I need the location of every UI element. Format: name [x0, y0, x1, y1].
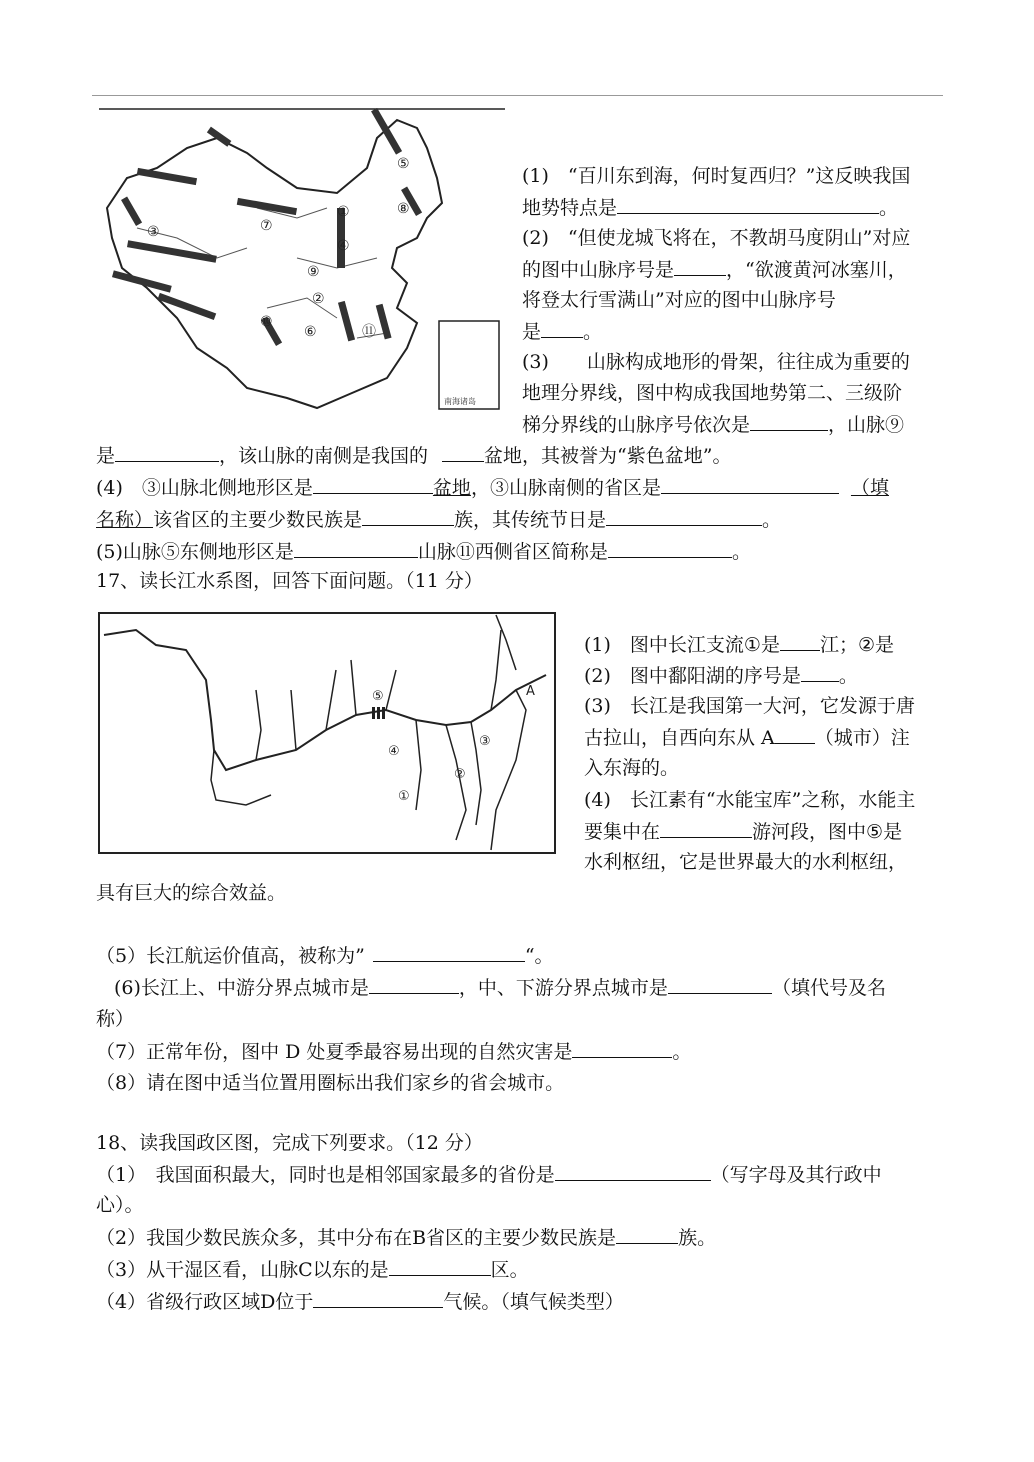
yangtze-river-map [96, 610, 560, 858]
q17-l3-line2: 古拉山，自西向东从 A （城市）注 [584, 723, 910, 752]
q16-p3-line1: (3) 山脉构成地形的骨架，往往成为重要的 [522, 351, 910, 373]
header-rule [92, 95, 943, 96]
answer-blank[interactable] [313, 473, 433, 494]
answer-blank[interactable] [115, 441, 219, 462]
q17-l4-line3: 水利枢纽，它是世界最大的水利枢纽， [584, 851, 908, 873]
answer-blank[interactable] [373, 941, 525, 962]
q17-l2: (2) 图中鄱阳湖的序号是 。 [584, 661, 858, 690]
q16-p2-line4: 是 。 [522, 317, 602, 346]
q16-p3-line4: 是 ，该山脉的南侧是我国的 盆地，其被誉为“紫色盆地”。 [96, 441, 731, 470]
answer-blank[interactable] [555, 1160, 711, 1181]
mountain-number-labels [147, 156, 410, 340]
svg-text:②: ② [312, 291, 325, 307]
q16-p4-line2: 名称）该省区的主要少数民族是 族，其传统节日是 。 [96, 505, 781, 534]
q17-l6-line2: 称） [96, 1008, 135, 1030]
q17-l3-line1: (3) 长江是我国第一大河，它发源于唐 [584, 695, 915, 717]
answer-blank[interactable] [617, 193, 879, 214]
svg-text:②: ② [454, 767, 466, 782]
answer-blank[interactable] [608, 537, 732, 558]
river-map-labels [372, 684, 535, 804]
answer-blank[interactable] [541, 317, 583, 338]
q16-p5: (5)山脉⑤东侧地形区是 山脉⑪西侧省区简称是 。 [96, 537, 751, 566]
q16-p2-line2: 的图中山脉序号是 ，“欲渡黄河冰塞川， [522, 255, 907, 284]
q17-l4-line1: (4) 长江素有“水能宝库”之称，水能主 [584, 789, 916, 811]
svg-text:④: ④ [388, 744, 400, 759]
answer-blank[interactable] [616, 1223, 678, 1244]
answer-blank[interactable] [389, 1255, 491, 1276]
answer-blank[interactable] [294, 537, 418, 558]
answer-blank[interactable] [775, 723, 815, 744]
answer-blank[interactable] [572, 1037, 672, 1058]
q17-l6-line1: (6)长江上、中游分界点城市是 ，中、下游分界点城市是 （填代号及名 [114, 973, 886, 1002]
svg-text:⑧: ⑧ [397, 201, 410, 217]
answer-blank[interactable] [313, 1287, 443, 1308]
q16-p2-line1: (2) “但使龙城飞将在，不教胡马度阴山”对应 [522, 227, 911, 249]
q18-l2: （2）我国少数民族众多，其中分布在B省区的主要少数民族是 族。 [96, 1223, 716, 1252]
svg-text:①: ① [398, 789, 410, 804]
svg-text:⑤: ⑤ [372, 689, 384, 704]
q16-p4-line1: (4) ③山脉北侧地形区是 盆地，③山脉南侧的省区是 （填 [96, 473, 889, 502]
q17-l5: （5）长江航运价值高，被称为” “。 [96, 941, 554, 970]
answer-blank[interactable] [606, 505, 762, 526]
svg-text:③: ③ [147, 224, 160, 240]
svg-text:⑥: ⑥ [304, 324, 317, 340]
q17-l7: （7）正常年份，图中 D 处夏季最容易出现的自然灾害是 。 [96, 1037, 691, 1066]
svg-text:⑦: ⑦ [260, 218, 273, 234]
svg-text:⑪: ⑪ [362, 324, 376, 340]
answer-blank[interactable] [442, 441, 484, 462]
answer-blank[interactable] [660, 817, 752, 838]
answer-blank[interactable] [369, 973, 459, 994]
svg-text:A: A [526, 684, 535, 699]
q17-l4-line4: 具有巨大的综合效益。 [96, 882, 287, 904]
q17-l8: （8）请在图中适当位置用圈标出我们家乡的省会城市。 [96, 1072, 565, 1094]
q18-l4: （4）省级行政区域D位于 气候。（填气候类型） [96, 1287, 624, 1316]
answer-blank[interactable] [780, 630, 820, 651]
svg-text:⑨: ⑨ [307, 264, 320, 280]
q18-l1-line1: （1） 我国面积最大，同时也是相邻国家最多的省份是 （写字母及其行政中 [96, 1160, 882, 1189]
q16-p1-line2: 地势特点是 。 [522, 193, 898, 222]
q16-p1-line1: (1) “百川东到海，何时复西归？”这反映我国 [522, 165, 911, 187]
q17-l1: (1) 图中长江支流①是 江；②是 [584, 630, 894, 659]
q18-l3: （3）从干湿区看，山脉C以东的是 区。 [96, 1255, 529, 1284]
q18-l1-line2: 心）。 [96, 1194, 144, 1216]
answer-blank[interactable] [674, 255, 726, 276]
answer-blank[interactable] [661, 473, 839, 494]
south-china-sea-inset-label: 南海诸岛 [444, 397, 476, 406]
q16-p3-line3: 梯分界线的山脉序号依次是 ，山脉⑨ [522, 410, 904, 439]
q17-title: 17、读长江水系图，回答下面问题。（11 分） [96, 570, 483, 592]
answer-blank[interactable] [750, 410, 828, 431]
q18-title: 18、读我国政区图，完成下列要求。（12 分） [96, 1132, 483, 1154]
answer-blank[interactable] [362, 505, 454, 526]
svg-text:①: ① [337, 204, 350, 220]
answer-blank[interactable] [668, 973, 772, 994]
q16-p2-line3: 将登太行雪满山”对应的图中山脉序号 [522, 289, 836, 311]
svg-text:⑤: ⑤ [397, 156, 410, 172]
svg-text:④: ④ [337, 238, 350, 254]
svg-text:③: ③ [479, 734, 491, 749]
china-mountain-map [97, 108, 507, 416]
q16-p3-line2: 地理分界线，图中构成我国地势第二、三级阶 [522, 382, 903, 404]
q17-l3-line3: 入东海的。 [584, 757, 680, 779]
svg-text:⑩: ⑩ [260, 314, 273, 330]
q17-l4-line2: 要集中在 游河段，图中⑤是 [584, 817, 902, 846]
answer-blank[interactable] [801, 661, 839, 682]
